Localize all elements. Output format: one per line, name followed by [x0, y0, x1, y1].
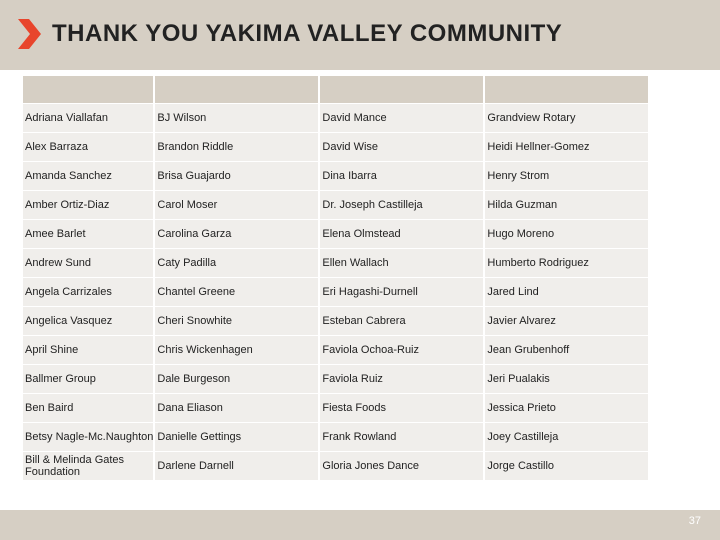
- table-row: [23, 423, 648, 451]
- table-cell: Amber Ortiz-Diaz: [23, 191, 153, 219]
- table-cell: Caty Padilla: [155, 249, 318, 277]
- table-cell: Carol Moser: [155, 191, 318, 219]
- page-number: 37: [688, 515, 701, 527]
- table-cell: Carolina Garza: [155, 220, 318, 248]
- table-row: [23, 104, 648, 132]
- table-cell: Bill & Melinda Gates Foundation: [23, 452, 153, 480]
- column-header: [23, 76, 153, 103]
- table-cell: Frank Rowland: [320, 423, 483, 451]
- column-header: [155, 76, 318, 103]
- table-cell: Angela Carrizales: [23, 278, 153, 306]
- table-row: [23, 452, 648, 480]
- table-cell: Brandon Riddle: [155, 133, 318, 161]
- table-cell: Dale Burgeson: [155, 365, 318, 393]
- table-cell: Cheri Snowhite: [155, 307, 318, 335]
- table-cell: Jeri Pualakis: [485, 365, 648, 393]
- table-cell: Angelica Vasquez: [23, 307, 153, 335]
- table-cell: Faviola Ruiz: [320, 365, 483, 393]
- table-row: [23, 307, 648, 335]
- table-cell: Danielle Gettings: [155, 423, 318, 451]
- table-cell: Javier Alvarez: [485, 307, 648, 335]
- table-cell: Humberto Rodriguez: [485, 249, 648, 277]
- table-cell: Henry Strom: [485, 162, 648, 190]
- table-cell: Adriana Viallafan: [23, 104, 153, 132]
- table-cell: Dina Ibarra: [320, 162, 483, 190]
- table-cell: Eri Hagashi-Durnell: [320, 278, 483, 306]
- table-cell: Chantel Greene: [155, 278, 318, 306]
- table-cell: Andrew Sund: [23, 249, 153, 277]
- table-cell: Jared Lind: [485, 278, 648, 306]
- table-row: [23, 133, 648, 161]
- table-cell: Dr. Joseph Castilleja: [320, 191, 483, 219]
- table-cell: April Shine: [23, 336, 153, 364]
- table-cell: Faviola Ochoa-Ruiz: [320, 336, 483, 364]
- column-header: [320, 76, 483, 103]
- table-cell: Fiesta Foods: [320, 394, 483, 422]
- table-cell: BJ Wilson: [155, 104, 318, 132]
- table-row: [23, 220, 648, 248]
- table-cell: Hugo Moreno: [485, 220, 648, 248]
- table-cell: Ben Baird: [23, 394, 153, 422]
- names-table: [21, 75, 650, 481]
- table-cell: Amee Barlet: [23, 220, 153, 248]
- slide-title: THANK YOU YAKIMA VALLEY COMMUNITY: [52, 20, 563, 47]
- table-row: [23, 162, 648, 190]
- table-cell: Grandview Rotary: [485, 104, 648, 132]
- table-cell: Chris Wickenhagen: [155, 336, 318, 364]
- table-cell: Gloria Jones Dance: [320, 452, 483, 480]
- table-cell: Heidi Hellner-Gomez: [485, 133, 648, 161]
- column-header: [485, 76, 648, 103]
- table-cell: Alex Barraza: [23, 133, 153, 161]
- table-cell: Jessica Prieto: [485, 394, 648, 422]
- table-header-row: [23, 76, 648, 103]
- table-row: [23, 191, 648, 219]
- table-cell: Amanda Sanchez: [23, 162, 153, 190]
- table-row: [23, 336, 648, 364]
- table-row: [23, 278, 648, 306]
- table-cell: Darlene Darnell: [155, 452, 318, 480]
- table-cell: Ballmer Group: [23, 365, 153, 393]
- table-row: [23, 249, 648, 277]
- table-cell: David Mance: [320, 104, 483, 132]
- table-cell: Brisa Guajardo: [155, 162, 318, 190]
- table-cell: Ellen Wallach: [320, 249, 483, 277]
- table-cell: Jorge Castillo: [485, 452, 648, 480]
- table-cell: Betsy Nagle-Mc.Naughton: [23, 423, 153, 451]
- footer-band: [0, 510, 720, 540]
- table-cell: Dana Eliason: [155, 394, 318, 422]
- table-cell: Joey Castilleja: [485, 423, 648, 451]
- table-cell: Esteban Cabrera: [320, 307, 483, 335]
- table-cell: David Wise: [320, 133, 483, 161]
- table-cell: Jean Grubenhoff: [485, 336, 648, 364]
- table-cell: Hilda Guzman: [485, 191, 648, 219]
- table-row: [23, 365, 648, 393]
- table-cell: Elena Olmstead: [320, 220, 483, 248]
- table-row: [23, 394, 648, 422]
- table-body: [23, 104, 648, 480]
- chevron-right-icon: [16, 19, 42, 49]
